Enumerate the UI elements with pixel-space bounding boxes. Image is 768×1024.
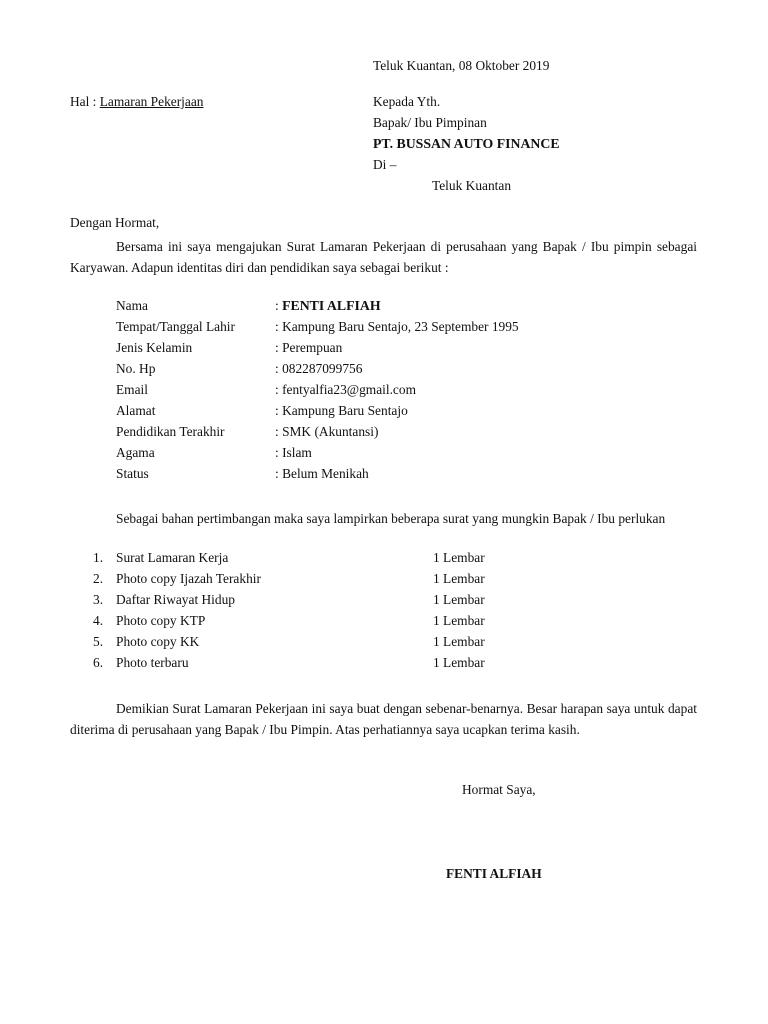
identity-value: : Kampung Baru Sentajo	[275, 403, 408, 418]
subject-label: Hal :	[70, 94, 100, 109]
intro-paragraph	[70, 236, 697, 278]
item-quantity: 1 Lembar	[433, 634, 485, 649]
identity-label: Jenis Kelamin	[116, 340, 193, 355]
identity-value: : Kampung Baru Sentajo, 23 September 1995	[275, 319, 519, 334]
applicant-name: FENTI ALFIAH	[282, 298, 381, 313]
item-quantity: 1 Lembar	[433, 655, 485, 670]
identity-colon: :	[275, 298, 283, 313]
identity-value: : fentyalfia23@gmail.com	[275, 382, 416, 397]
place-date: Teluk Kuantan, 08 Oktober 2019	[373, 58, 550, 73]
signature-salutation: Hormat Saya,	[462, 782, 536, 797]
recipient-line-2: Bapak/ Ibu Pimpinan	[373, 115, 487, 130]
list-item	[93, 550, 513, 571]
item-quantity: 1 Lembar	[433, 550, 485, 565]
item-quantity: 1 Lembar	[433, 571, 485, 586]
identity-label: Alamat	[116, 403, 156, 418]
intro-text: Bersama ini saya mengajukan Surat Lamaran Pekerjaan di perusahaan yang Bapak / Ibu pimpin sebagai Karyawan. Adapun identitas diri dan pendidikan saya sebagai berikut :	[70, 239, 697, 275]
greeting: Dengan Hormat,	[70, 215, 160, 230]
item-number: 5.	[93, 634, 104, 649]
identity-row-education	[116, 424, 676, 445]
item-text: Photo copy KK	[116, 634, 200, 649]
subject-text: Lamaran Pekerjaan	[99, 94, 204, 109]
item-text: Surat Lamaran Kerja	[116, 550, 229, 565]
subject-line	[70, 94, 203, 110]
identity-row-birth	[116, 319, 676, 340]
item-text: Photo terbaru	[116, 655, 189, 670]
list-item	[93, 571, 513, 592]
list-item	[93, 634, 513, 655]
item-number: 2.	[93, 571, 104, 586]
item-number: 1.	[93, 550, 104, 565]
identity-row-religion	[116, 445, 676, 466]
signature-name: FENTI ALFIAH	[446, 866, 542, 881]
identity-label: Status	[116, 466, 149, 481]
identity-value: : Belum Menikah	[275, 466, 369, 481]
item-quantity: 1 Lembar	[433, 592, 485, 607]
identity-label: Email	[116, 382, 148, 397]
identity-value: : Islam	[275, 445, 312, 460]
identity-value: : SMK (Akuntansi)	[275, 424, 379, 439]
identity-value	[275, 298, 381, 315]
identity-row-address	[116, 403, 676, 424]
attachments-intro-text: Sebagai bahan pertimbangan maka saya lampirkan beberapa surat yang mungkin Bapak / Ibu perlukan	[116, 511, 666, 526]
item-text: Photo copy Ijazah Terakhir	[116, 571, 261, 586]
recipient-city: Teluk Kuantan	[432, 178, 512, 193]
identity-row-gender	[116, 340, 676, 361]
recipient-company: PT. BUSSAN AUTO FINANCE	[373, 136, 560, 151]
item-number: 4.	[93, 613, 104, 628]
identity-label: No. Hp	[116, 361, 156, 376]
list-item	[93, 655, 513, 676]
closing-paragraph	[70, 698, 697, 740]
list-item	[93, 592, 513, 613]
identity-label: Pendidikan Terakhir	[116, 424, 225, 439]
identity-row-status	[116, 466, 676, 487]
item-text: Photo copy KTP	[116, 613, 206, 628]
identity-row-name	[116, 298, 676, 319]
identity-label: Agama	[116, 445, 155, 460]
identity-row-email	[116, 382, 676, 403]
item-number: 6.	[93, 655, 104, 670]
identity-label: Tempat/Tanggal Lahir	[116, 319, 235, 334]
list-item	[93, 613, 513, 634]
identity-row-phone	[116, 361, 676, 382]
recipient-line-1: Kepada Yth.	[373, 94, 441, 109]
item-number: 3.	[93, 592, 104, 607]
identity-value: : 082287099756	[275, 361, 363, 376]
closing-text: Demikian Surat Lamaran Pekerjaan ini saya buat dengan sebenar-benarnya. Besar harapan saya untuk dapat diterima di perusahaan yang Bapak / Ibu Pimpin. Atas perhatiannya saya ucapkan terima kasih.	[70, 701, 697, 737]
identity-label: Nama	[116, 298, 148, 313]
attachments-intro-paragraph	[70, 508, 697, 529]
item-text: Daftar Riwayat Hidup	[116, 592, 235, 607]
recipient-line-4: Di –	[373, 157, 397, 172]
item-quantity: 1 Lembar	[433, 613, 485, 628]
identity-value: : Perempuan	[275, 340, 343, 355]
